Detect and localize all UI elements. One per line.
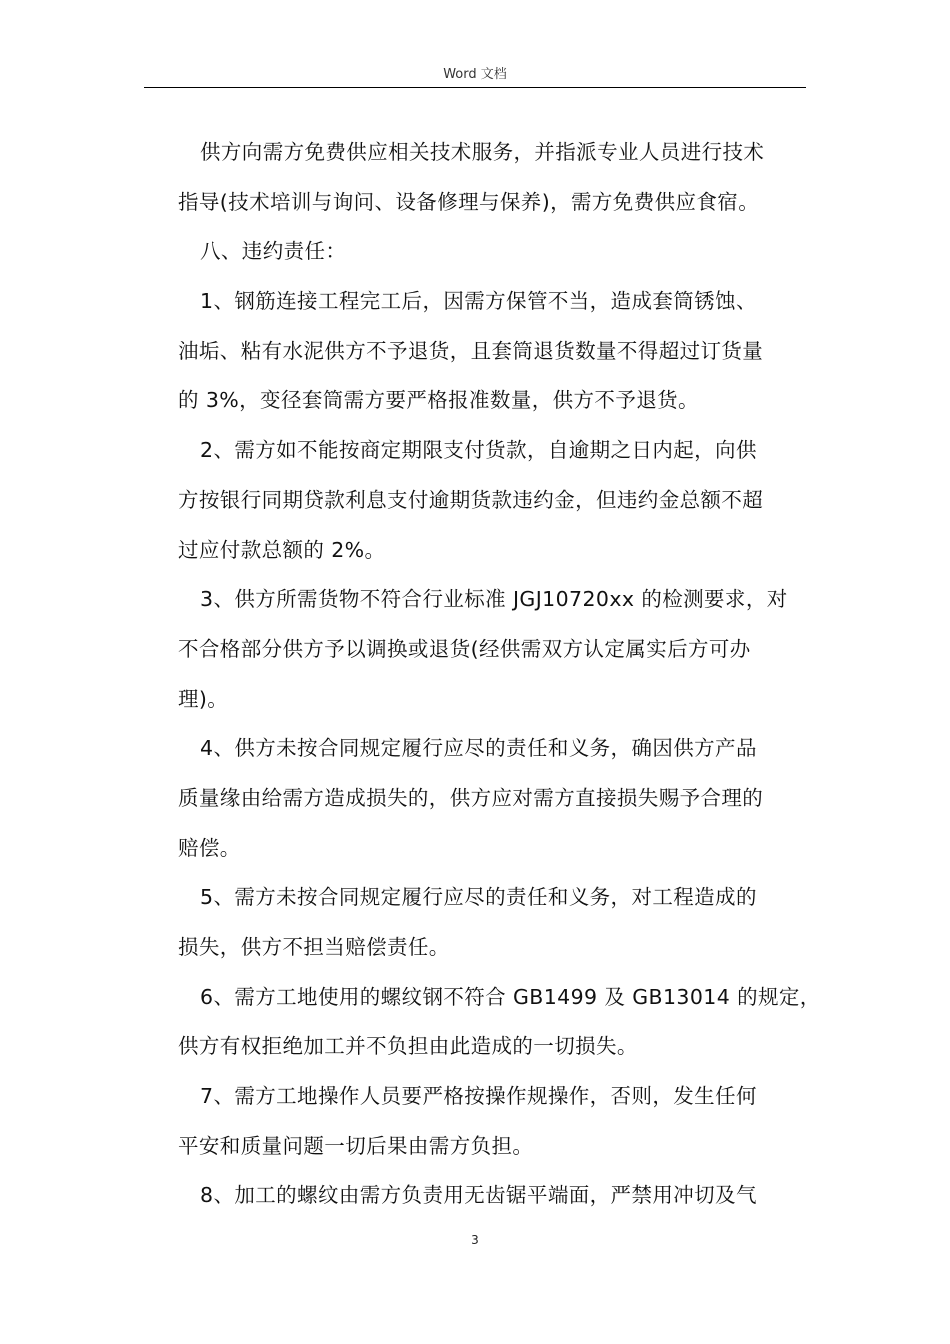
text-line: 过应付款总额的 2%。 <box>178 537 386 562</box>
text-line: 平安和质量问题一切后果由需方负担。 <box>178 1133 534 1158</box>
text-line: 8、加工的螺纹由需方负责用无齿锯平端面，严禁用冲切及气 <box>200 1183 757 1208</box>
text-line: 供方向需方免费供应相关技术服务，并指派专业人员进行技术 <box>200 140 765 164</box>
text-line: 指导(技术培训与询问、设备修理与保养)，需方免费供应食宿。 <box>178 189 760 214</box>
text-line: 不合格部分供方予以调换或退货(经供需双方认定属实后方可办 <box>178 636 751 661</box>
page-header: Word 文档 <box>443 67 507 82</box>
header-divider <box>144 87 806 88</box>
text-line: 5、需方未按合同规定履行应尽的责任和义务，对工程造成的 <box>200 885 757 910</box>
text-line: 3、供方所需货物不符合行业标准 JGJ10720xx 的检测要求，对 <box>200 587 788 612</box>
text-line: 2、需方如不能按商定期限支付货款，自逾期之日内起，向供 <box>200 438 757 463</box>
text-line: 八、违约责任： <box>200 239 347 264</box>
text-line: 质量缘由给需方造成损失的，供方应对需方直接损失赐予合理的 <box>178 785 764 810</box>
text-line: 6、需方工地使用的螺纹钢不符合 GB1499 及 GB13014 的规定， <box>200 984 821 1009</box>
text-line: 方按银行同期贷款利息支付逾期货款违约金，但违约金总额不超 <box>178 487 764 512</box>
text-line: 损失，供方不担当赔偿责任。 <box>178 935 450 959</box>
text-line: 4、供方未按合同规定履行应尽的责任和义务，确因供方产品 <box>200 736 757 761</box>
text-line: 赔偿。 <box>178 835 241 860</box>
text-line: 理)。 <box>178 686 229 711</box>
document-body <box>178 128 821 1221</box>
text-line: 供方有权拒绝加工并不负担由此造成的一切损失。 <box>178 1034 638 1059</box>
text-line: 1、钢筋连接工程完工后，因需方保管不当，造成套筒锈蚀、 <box>200 289 757 314</box>
text-line: 油垢、粘有水泥供方不予退货，且套筒退货数量不得超过订货量 <box>178 338 764 363</box>
text-line: 7、需方工地操作人员要严格按操作规操作，否则，发生任何 <box>200 1084 757 1109</box>
page-number: 3 <box>471 1233 479 1247</box>
text-line: 的 3%，变径套筒需方要严格报准数量，供方不予退货。 <box>178 388 699 413</box>
